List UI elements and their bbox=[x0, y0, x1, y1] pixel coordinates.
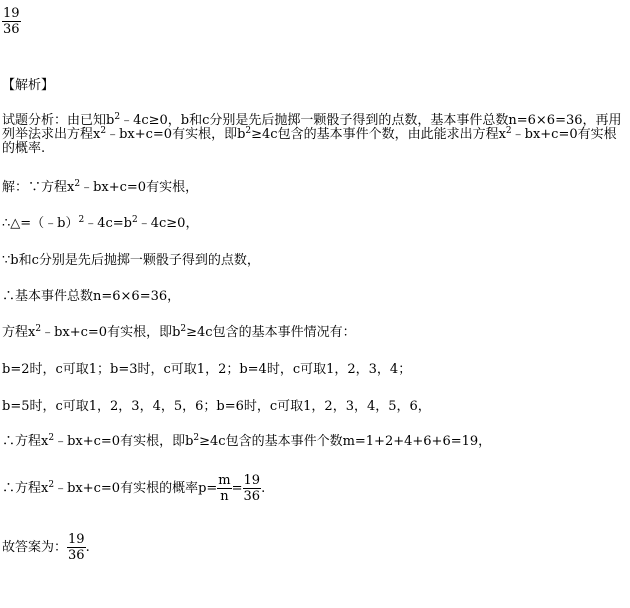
analysis-text: ﹣bx+c=0有实根，即b bbox=[106, 127, 246, 142]
solution-line-1 bbox=[2, 180, 198, 195]
text: ﹣bx+c=0有实根的概率p= bbox=[54, 481, 218, 496]
text: ∴方程x bbox=[2, 434, 49, 449]
denominator: n bbox=[220, 489, 229, 504]
analysis-text: ﹣4c≥0，b和c分别是先后抛掷一颗骰子得到的点数，基本事件总数n=6×6=36，再用列举法求出方程x bbox=[2, 113, 622, 142]
final-answer-line bbox=[2, 532, 90, 563]
superscript: 2 bbox=[505, 126, 512, 136]
solution-line-5 bbox=[2, 325, 356, 340]
text: ﹣bx+c=0有实根， bbox=[80, 180, 199, 195]
text: 方程x bbox=[2, 325, 36, 340]
solution-line-9 bbox=[2, 473, 265, 504]
superscript: 2 bbox=[114, 112, 121, 122]
text: . bbox=[261, 481, 266, 496]
superscript: 2 bbox=[48, 480, 55, 490]
superscript: 2 bbox=[245, 126, 252, 136]
fraction bbox=[2, 6, 21, 37]
solution-line-3: ∵b和c分别是先后抛掷一颗骰子得到的点数， bbox=[2, 253, 260, 268]
numerator: 19 bbox=[68, 532, 85, 547]
text: ∴△=（﹣b） bbox=[2, 216, 79, 231]
text: ﹣bx+c=0有实根，即b bbox=[41, 325, 181, 340]
answer-fraction-top bbox=[2, 6, 21, 37]
analysis-text: ﹣bx+c=0有实根的概率. bbox=[2, 127, 617, 156]
superscript: 2 bbox=[35, 324, 42, 334]
section-heading: 【解析】 bbox=[2, 78, 55, 93]
superscript: 2 bbox=[180, 324, 187, 334]
text: 解：∵方程x bbox=[2, 180, 75, 195]
numerator: m bbox=[218, 473, 231, 488]
superscript: 2 bbox=[74, 179, 81, 189]
text: 故答案为： bbox=[2, 540, 68, 555]
denominator: 36 bbox=[3, 22, 20, 37]
superscript: 2 bbox=[100, 126, 107, 136]
superscript: 2 bbox=[48, 433, 55, 443]
text: ﹣bx+c=0有实根，即b bbox=[54, 434, 194, 449]
solution-line-4: ∴基本事件总数n=6×6=36， bbox=[2, 289, 181, 304]
analysis-text: 试题分析：由已知b bbox=[2, 113, 115, 128]
fraction-final bbox=[67, 532, 86, 563]
denominator: 36 bbox=[68, 548, 85, 563]
fraction-answer bbox=[243, 473, 262, 504]
analysis-text: ≥4c包含的基本事件个数，由此能求出方程x bbox=[251, 127, 506, 142]
solution-line-2 bbox=[2, 216, 198, 231]
numerator: 19 bbox=[243, 473, 261, 488]
superscript: 2 bbox=[78, 215, 85, 225]
fraction-m-over-n bbox=[217, 473, 231, 504]
solution-line-7: b=5时，c可取1，2，3，4，5，6；b=6时，c可取1，2，3，4，5，6， bbox=[2, 399, 431, 414]
superscript: 2 bbox=[132, 215, 138, 225]
text: . bbox=[85, 540, 90, 555]
solution-line-6: b=2时，c可取1；b=3时，c可取1，2；b=4时，c可取1，2，3，4； bbox=[2, 362, 412, 377]
text: ∴方程x bbox=[2, 481, 49, 496]
text: ≥4c包含的基本事件情况有： bbox=[186, 325, 356, 340]
analysis-paragraph bbox=[2, 114, 628, 156]
text: ≥4c包含的基本事件个数m=1+2+4+6+6=19， bbox=[199, 434, 492, 449]
solution-line-8 bbox=[2, 434, 491, 449]
numerator: 19 bbox=[3, 6, 20, 21]
denominator: 36 bbox=[243, 489, 261, 504]
text: ﹣4c≥0， bbox=[137, 216, 199, 231]
superscript: 2 bbox=[193, 433, 200, 443]
text: ﹣4c=b bbox=[84, 216, 132, 231]
text: = bbox=[231, 481, 243, 496]
